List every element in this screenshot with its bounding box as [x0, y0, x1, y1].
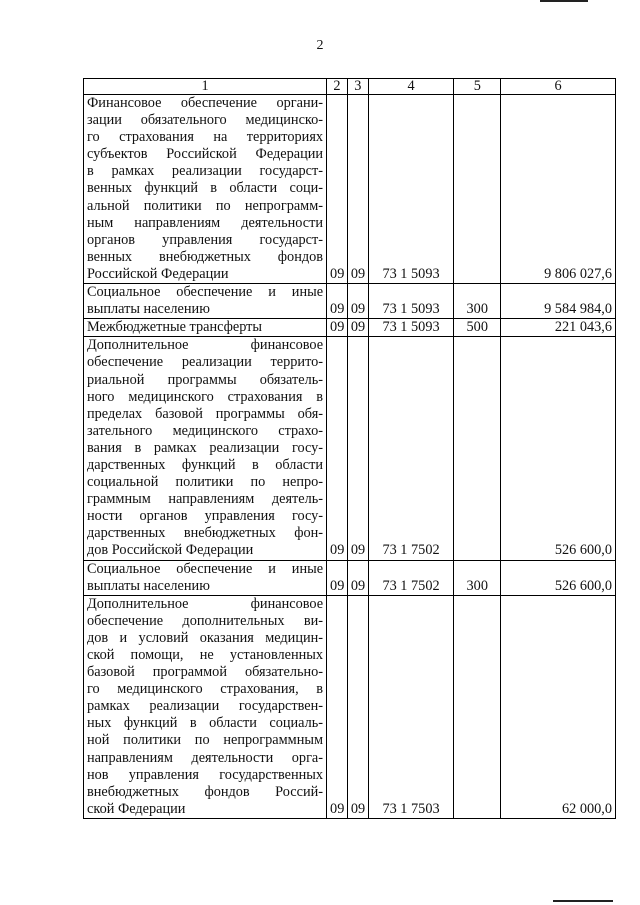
budget-item-name-line: ности органов управления госу- [87, 508, 324, 525]
amount: 526 600,0 [501, 337, 616, 560]
target-article-code: 73 1 7502 [368, 337, 454, 560]
budget-item-name-line: внебюджетных фондов Россий- [87, 783, 324, 800]
expense-type-code [454, 95, 501, 284]
section-code: 09 [327, 319, 348, 337]
budget-item-name-line: вания в рамках реализации госу- [87, 439, 324, 456]
header-cell: 4 [368, 79, 454, 95]
budget-item-name-line: ской помощи, не установленных [87, 647, 324, 663]
expense-type-code: 500 [454, 319, 501, 337]
subsection-code: 09 [347, 595, 368, 818]
section-code: 09 [327, 560, 348, 595]
subsection-code: 09 [347, 337, 368, 560]
target-article-code: 73 1 5093 [368, 319, 454, 337]
budget-item-name-line: выплаты населению [87, 577, 210, 594]
header-row [84, 79, 616, 95]
expense-type-code: 300 [454, 560, 501, 595]
expense-type-code: 300 [454, 284, 501, 319]
budget-item-name-line: направлениям деятельности орга- [87, 749, 324, 766]
target-article-code: 73 1 5093 [368, 95, 454, 284]
budget-item-name-line: венных функций в области соци- [87, 180, 324, 197]
table-row [84, 95, 616, 284]
budget-item-name-line: социальной политики по непро- [87, 474, 324, 491]
budget-item-name-line: ного медицинского страхования в [87, 388, 324, 405]
header-cell: 6 [501, 79, 616, 95]
subsection-code: 09 [347, 560, 368, 595]
budget-item-name [84, 560, 327, 595]
header-cell: 5 [454, 79, 501, 95]
budget-table [83, 78, 616, 819]
budget-item-name-line: субъектов Российской Федерации [87, 146, 324, 163]
budget-item-name-line: Социальное обеспечение и иные [87, 284, 324, 301]
target-article-code: 73 1 5093 [368, 284, 454, 319]
budget-item-name-line: Социальное обеспечение и иные [87, 560, 324, 577]
amount: 526 600,0 [501, 560, 616, 595]
budget-item-name-line: альной политики по непрограмм- [87, 197, 324, 214]
budget-item-name [84, 319, 327, 337]
section-code: 09 [327, 95, 348, 284]
table-row [84, 319, 616, 337]
target-article-code: 73 1 7503 [368, 595, 454, 818]
budget-item-name-line: Дополнительное финансовое [87, 337, 324, 354]
budget-item-name [84, 595, 327, 818]
table-row [84, 595, 616, 818]
budget-item-name-line: органов управления государст- [87, 231, 324, 248]
scan-mark-top [540, 0, 588, 2]
amount: 62 000,0 [501, 595, 616, 818]
subsection-code: 09 [347, 284, 368, 319]
table-row [84, 560, 616, 595]
budget-item-name-line: нов управления государственных [87, 766, 324, 783]
budget-item-name-line: ных функций в области социаль- [87, 715, 324, 732]
budget-item-name-line: обеспечение реализации террито- [87, 354, 324, 371]
target-article-code: 73 1 7502 [368, 560, 454, 595]
budget-item-name-line: Дополнительное финансовое [87, 595, 324, 612]
scan-mark-bottom [553, 900, 613, 902]
budget-item-name-line: дарственных функций в области [87, 456, 324, 473]
budget-item-name-line: Финансовое обеспечение органи- [87, 95, 324, 111]
section-code: 09 [327, 595, 348, 818]
expense-type-code [454, 595, 501, 818]
budget-item-name-line: пределах базовой программы обя- [87, 405, 324, 422]
budget-item-name-line: Межбюджетные трансферты [87, 319, 263, 336]
page-number: 2 [316, 38, 324, 53]
subsection-code: 09 [347, 319, 368, 337]
budget-item-name [84, 337, 327, 560]
budget-item-name-line: базовой программой обязательно- [87, 664, 324, 681]
budget-item-name-line: зации обязательного медицинско- [87, 112, 324, 129]
header-cell: 3 [347, 79, 368, 95]
budget-item-name-line: граммным направлениям деятель- [87, 491, 324, 508]
section-code: 09 [327, 284, 348, 319]
budget-item-name-line: рамках реализации государствен- [87, 698, 324, 715]
table-row [84, 337, 616, 560]
section-code: 09 [327, 337, 348, 560]
table-row [84, 284, 616, 319]
budget-item-name-line: выплаты населению [87, 301, 210, 318]
header-cell: 2 [327, 79, 348, 95]
subsection-code: 09 [347, 95, 368, 284]
amount: 9 584 984,0 [501, 284, 616, 319]
budget-item-name-line: зательного медицинского страхо- [87, 422, 324, 439]
budget-item-name-line: го страхования на территориях [87, 129, 324, 146]
expense-type-code [454, 337, 501, 560]
budget-item-name-line: венных внебюджетных фондов [87, 248, 324, 265]
amount: 9 806 027,6 [501, 95, 616, 284]
budget-item-name-line: обеспечение дополнительных ви- [87, 612, 324, 629]
budget-item-name-line: риальной программы обязатель- [87, 371, 324, 388]
budget-item-name-line: го медицинского страхования, в [87, 681, 324, 698]
budget-item-name-line: ным направлениям деятельности [87, 214, 324, 231]
budget-item-name-line: ной политики по непрограммным [87, 732, 324, 749]
header-cell: 1 [84, 79, 327, 95]
budget-item-name-line: ской Федерации [87, 800, 186, 817]
budget-item-name-line: дов и условий оказания медицин- [87, 629, 324, 646]
budget-item-name [84, 284, 327, 319]
budget-item-name-line: Российской Федерации [87, 265, 229, 282]
budget-item-name [84, 95, 327, 284]
budget-item-name-line: дов Российской Федерации [87, 542, 254, 559]
budget-item-name-line: в рамках реализации государст- [87, 163, 324, 180]
budget-item-name-line: дарственных внебюджетных фон- [87, 525, 324, 542]
amount: 221 043,6 [501, 319, 616, 337]
